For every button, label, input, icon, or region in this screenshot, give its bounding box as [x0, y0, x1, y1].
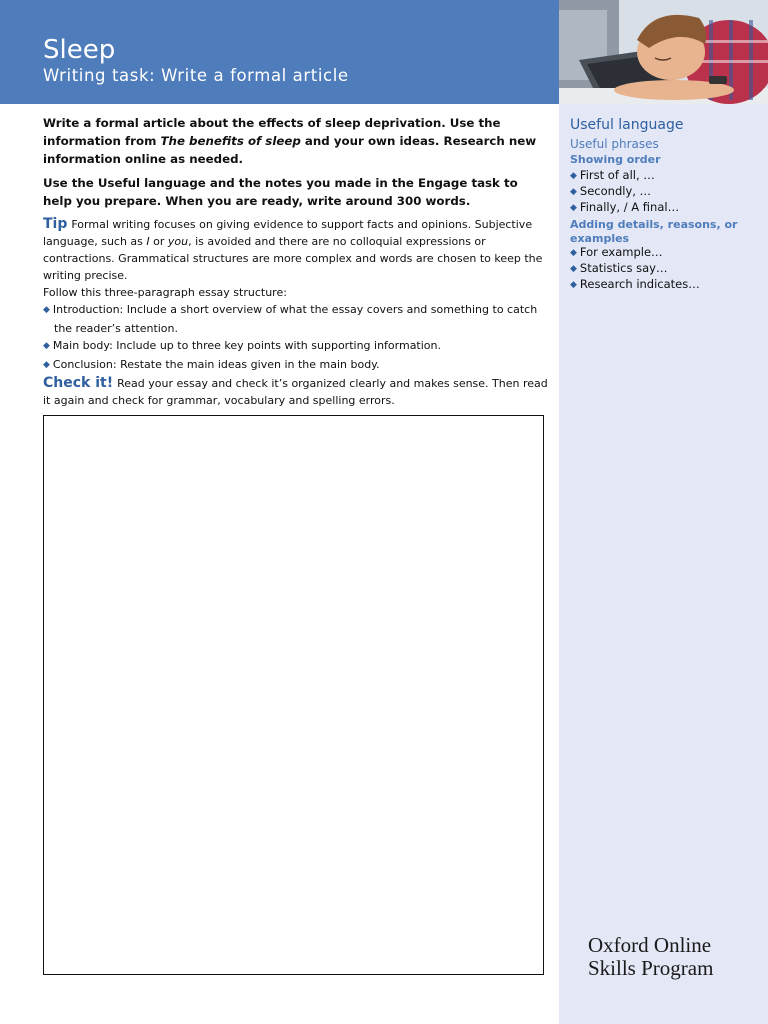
tip-paragraph	[43, 216, 548, 284]
structure-item-text: Introduction: Include a short overview of what the essay covers and something to catch the reader’s attention.	[52, 303, 538, 335]
writing-answer-box[interactable]	[43, 415, 544, 975]
phrase-text: First of all, …	[579, 168, 655, 182]
sleeping-student-photo	[559, 0, 768, 104]
logo-line-2: Skills Program	[588, 955, 714, 980]
phrase-item	[570, 200, 679, 217]
header-banner	[0, 0, 559, 104]
structure-item	[43, 356, 548, 375]
page-title: Sleep	[43, 35, 116, 65]
phrase-text: Research indicates…	[579, 277, 700, 291]
tip-text-or: or	[149, 235, 168, 248]
structure-item	[43, 301, 548, 337]
structure-item	[43, 337, 548, 356]
diamond-bullet-icon: ◆	[570, 280, 577, 290]
diamond-bullet-icon: ◆	[43, 305, 50, 315]
sidebar-subheading: Useful phrases	[570, 137, 659, 151]
check-label: Check it!	[43, 375, 114, 391]
sidebar-heading: Useful language	[570, 117, 684, 133]
structure-item-text: Main body: Include up to three key points with supporting information.	[52, 339, 441, 352]
phrase-item	[570, 168, 655, 185]
check-paragraph	[43, 375, 548, 409]
structure-intro: Follow this three-paragraph essay structure:	[43, 286, 287, 299]
phrase-item	[570, 277, 700, 294]
diamond-bullet-icon: ◆	[570, 264, 577, 274]
tip-text-b: , is avoided and there are no colloquial expressions or contractions. Grammatical structures are more complex and words are chosen to keep the writing precise.	[43, 235, 543, 282]
category-title: Adding details, reasons, or examples	[570, 218, 738, 245]
source-title: The benefits of sleep	[160, 134, 301, 148]
para1-text-a: Write a formal article about the effects of sleep deprivation. Use the information from	[43, 116, 501, 148]
useful-language-sidebar	[559, 104, 768, 1024]
task-paragraph-1	[43, 114, 548, 168]
page-subtitle: Writing task: Write a formal article	[43, 66, 349, 85]
phrase-text: For example…	[579, 245, 663, 259]
structure-item-text: Conclusion: Restate the main ideas given in the main body.	[52, 358, 380, 371]
diamond-bullet-icon: ◆	[43, 341, 50, 351]
diamond-bullet-icon: ◆	[570, 171, 577, 181]
diamond-bullet-icon: ◆	[570, 203, 577, 213]
oxford-logo	[588, 934, 713, 979]
diamond-bullet-icon: ◆	[43, 360, 50, 370]
diamond-bullet-icon: ◆	[570, 187, 577, 197]
diamond-bullet-icon: ◆	[570, 248, 577, 258]
category-title: Showing order	[570, 153, 661, 166]
phrase-text: Secondly, …	[579, 184, 652, 198]
phrase-item	[570, 245, 663, 262]
check-text: Read your essay and check it’s organized clearly and makes sense. Then read it again and check for grammar, vocabulary and spelling errors.	[43, 377, 548, 407]
task-paragraph-2: Use the Useful language and the notes you made in the Engage task to help you prepare. When you are ready, write around 300 words.	[43, 176, 518, 208]
instructions-area	[43, 114, 548, 409]
logo-line-1: Oxford Online	[588, 933, 712, 957]
phrase-item	[570, 261, 668, 278]
phrase-text: Finally, / A final…	[579, 200, 680, 214]
tip-you-word: you	[167, 235, 189, 248]
tip-label: Tip	[43, 216, 68, 232]
phrase-item	[570, 184, 651, 201]
tip-text-a: Formal writing focuses on giving evidence to support facts and opinions. Subjective language, such as	[43, 218, 533, 248]
phrase-text: Statistics say…	[579, 261, 668, 275]
tip-i-word: I	[146, 235, 150, 248]
para1-text-b: and your own ideas. Research new information online as needed.	[43, 134, 537, 166]
